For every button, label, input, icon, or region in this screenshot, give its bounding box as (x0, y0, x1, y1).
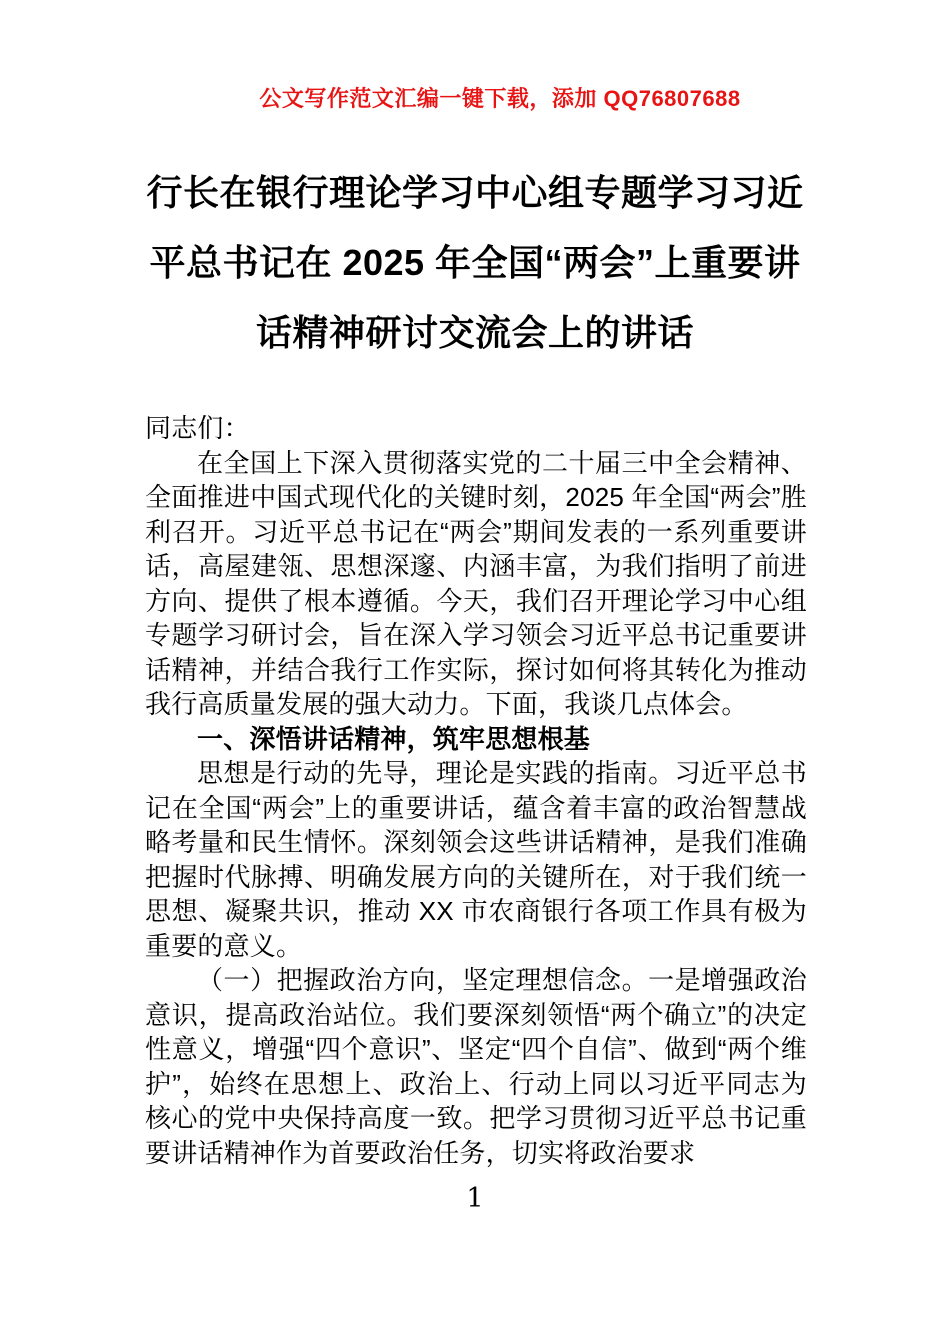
paragraph-intro: 在全国上下深入贯彻落实党的二十届三中全会精神、全面推进中国式现代化的关键时刻，2025 年全国“两会”胜利召开。习近平总书记在“两会”期间发表的一系列重要讲话，高屋建瓴、思想深邃、内涵丰富，为我们指明了前进方向、提供了根本遵循。今天，我们召开理论学习中心组专题学习研讨会，旨在深入学习领会习近平总书记重要讲话精神，并结合我行工作实际，探讨如何将其转化为推动我行高质量发展的强大动力。下面，我谈几点体会。 (145, 447, 807, 719)
section-heading-1: 一、深悟讲话精神，筑牢思想根基 (197, 723, 591, 754)
paragraph-subsection-1: （一）把握政治方向，坚定理想信念。一是增强政治意识，提高政治站位。我们要深刻领悟“两个确立”的决定性意义，增强“四个意识”、坚定“四个自信”、做到“两个维护”，始终在思想上、政治上、行动上同以习近平同志为核心的党中央保持高度一致。把学习贯彻习近平总书记重要讲话精神作为首要政治任务，切实将政治要求 (145, 965, 807, 1168)
page-number: 1 (466, 1183, 484, 1214)
document-body (145, 411, 807, 1170)
document-title-line-2: 平总书记在 2025 年全国“两会”上重要讲 (149, 242, 801, 283)
document-title-line-1: 行长在银行理论学习中心组专题学习习近 (146, 172, 804, 213)
salutation: 同志们： (145, 413, 250, 443)
document-title-line-3: 话精神研讨交流会上的讲话 (255, 312, 694, 353)
paragraph-section-1: 思想是行动的先导，理论是实践的指南。习近平总书记在全国“两会”上的重要讲话，蕴含着丰富的政治智慧战略考量和民生情怀。深刻领会这些讲话精神，是我们准确把握时代脉搏、明确发展方向的关键所在，对于我们统一思想、凝聚共识，推动 XX 市农商银行各项工作具有极为重要的意义。 (145, 758, 807, 961)
document-title (80, 158, 870, 368)
promo-notice: 公文写作范文汇编一键下载，添加 QQ76807688 (259, 86, 741, 111)
